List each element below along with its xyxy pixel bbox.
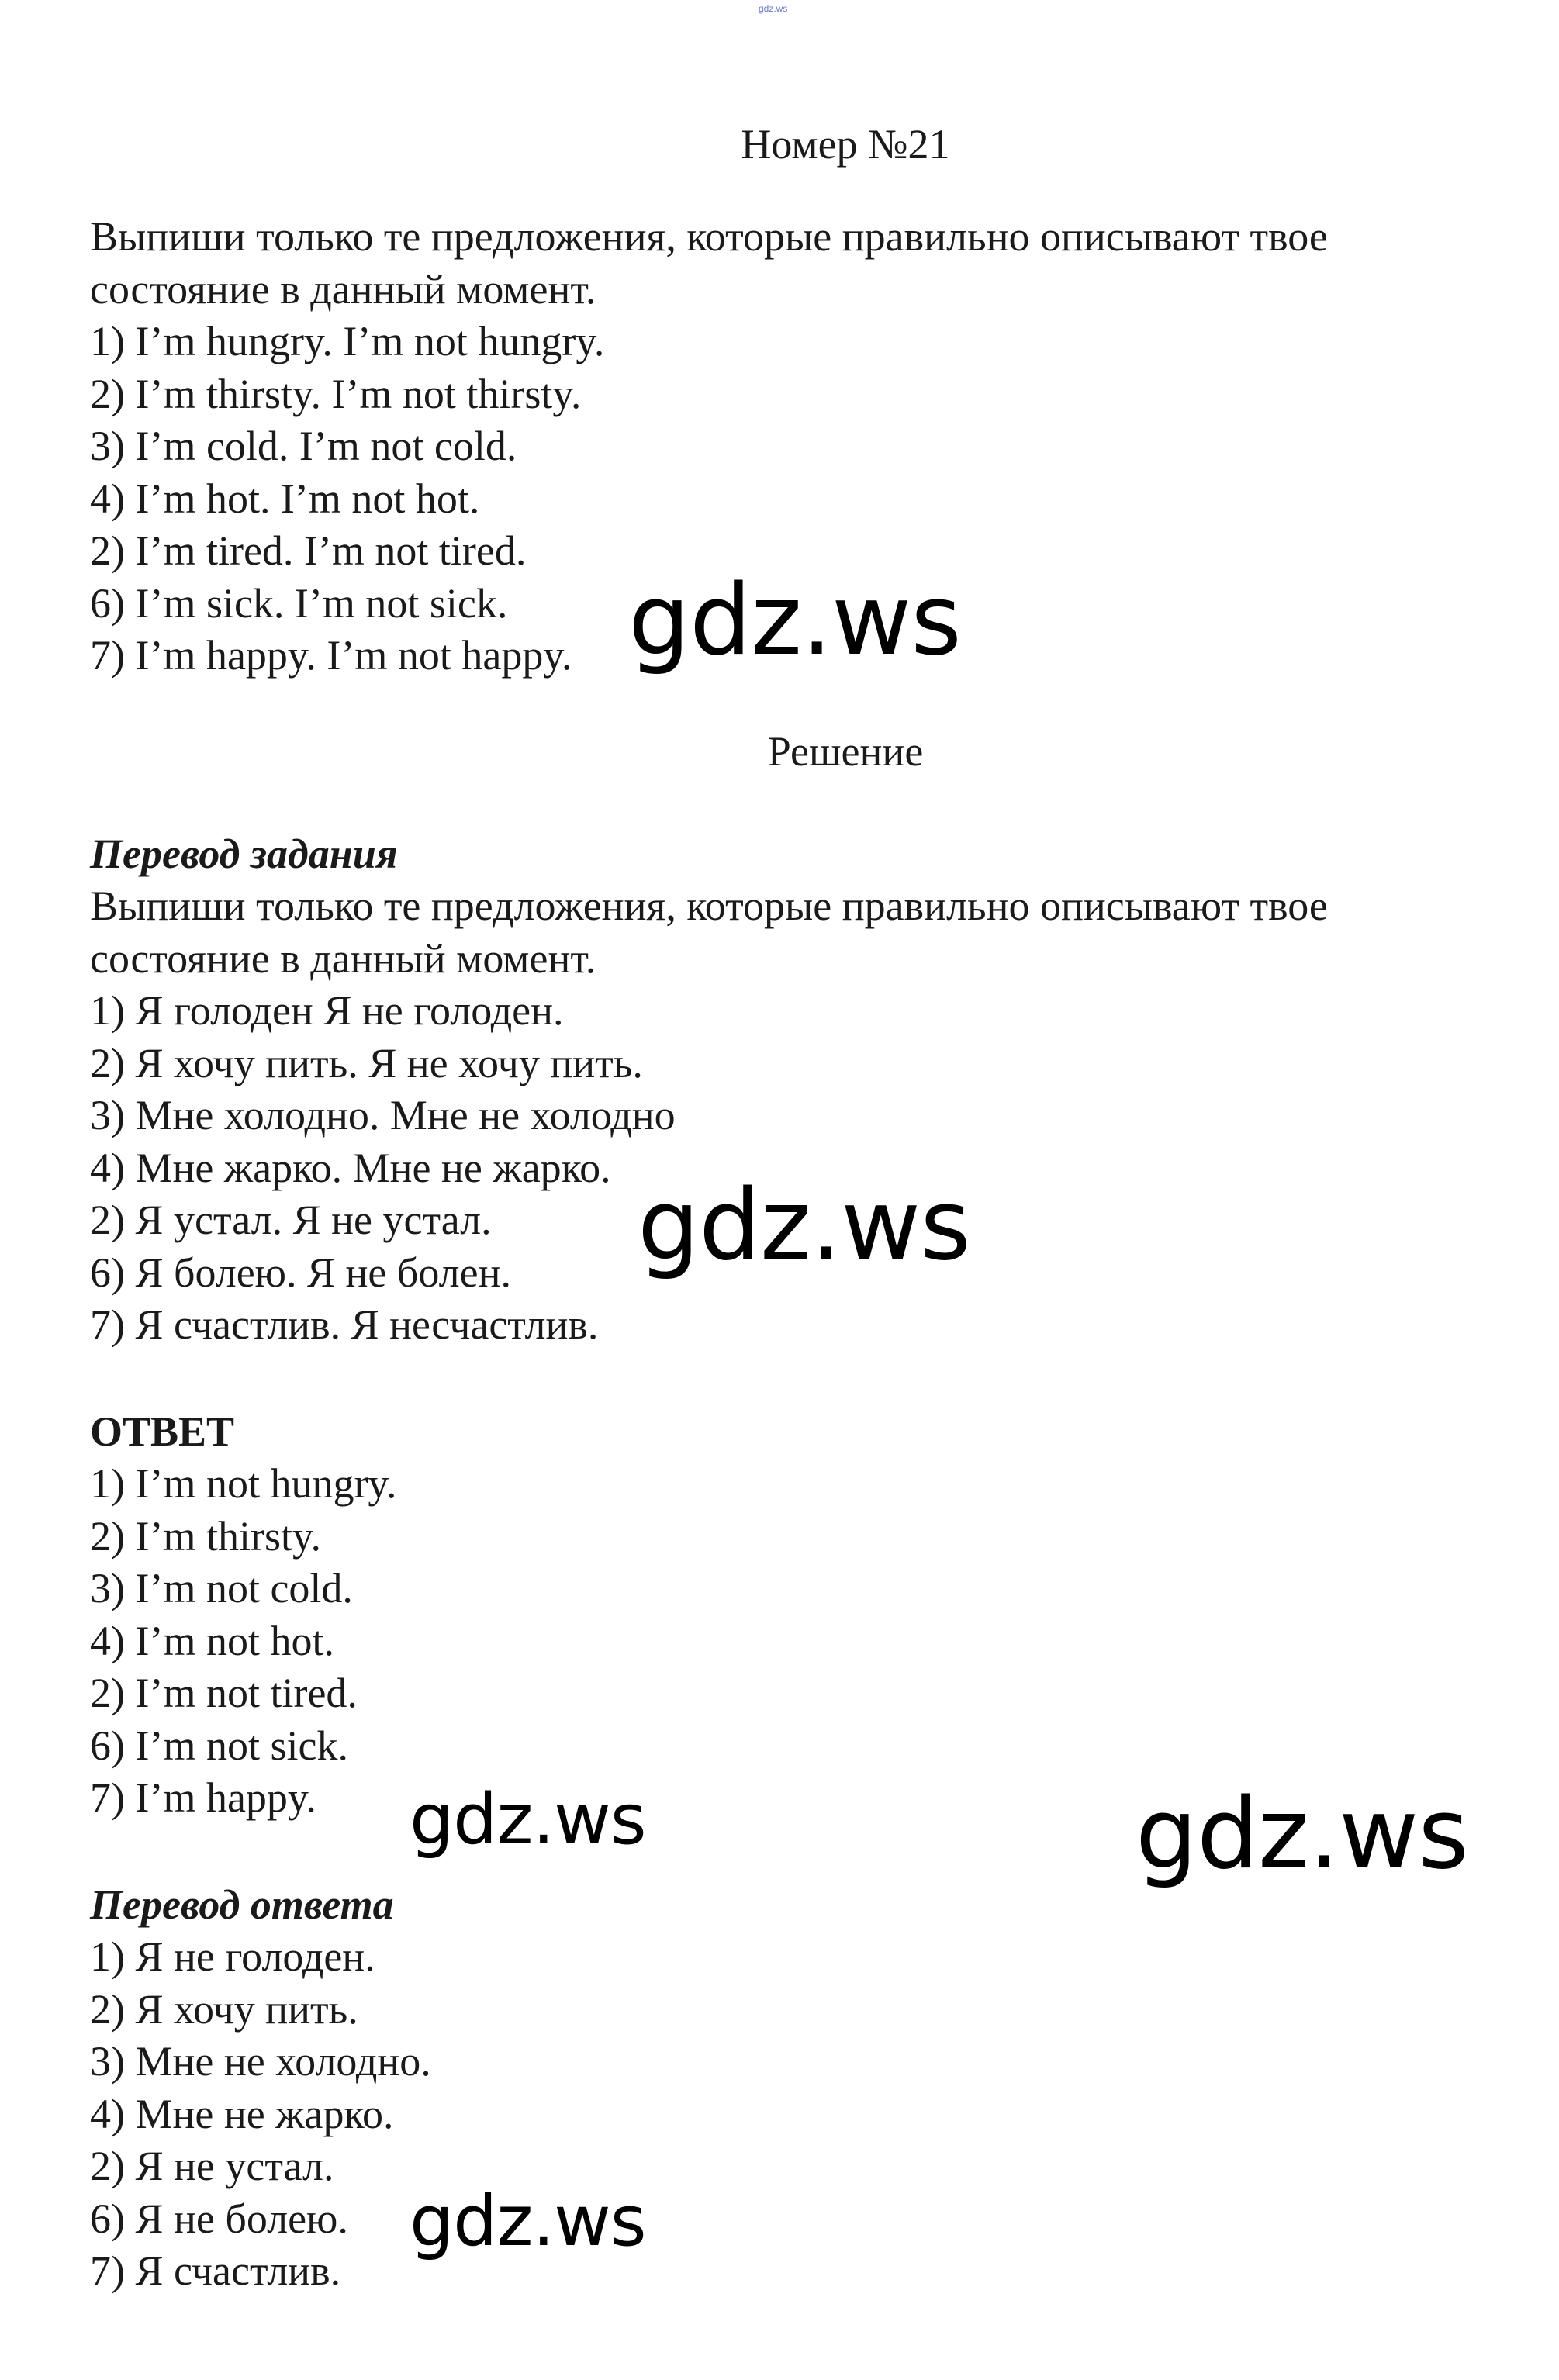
top-watermark: gdz.ws xyxy=(759,3,788,14)
list-item: 7) Я счастлив. xyxy=(90,2247,341,2294)
list-item: 2) I’m tired. I’m not tired. xyxy=(90,527,527,574)
task-list xyxy=(90,316,604,682)
task-translation-list xyxy=(90,985,676,1352)
list-item: 1) Я голоден Я не голоден. xyxy=(90,987,564,1034)
list-item: 7) I’m happy. xyxy=(90,1774,316,1821)
task-instruction: Выпиши только те предложения, которые правильно описывают твое состояние в данный момент. xyxy=(90,213,1328,313)
answer-list xyxy=(90,1458,396,1825)
list-item: 2) Я не устал. xyxy=(90,2143,334,2189)
list-item: 4) I’m not hot. xyxy=(90,1617,334,1664)
list-item: 2) I’m thirsty. I’m not thirsty. xyxy=(90,370,582,417)
solution-label: Решение xyxy=(767,728,924,775)
list-item: 4) Мне не жарко. xyxy=(90,2090,394,2137)
watermark: gdz.ws xyxy=(628,563,961,677)
list-item: 4) I’m hot. I’m not hot. xyxy=(90,475,480,522)
list-item: 1) I’m hungry. I’m not hungry. xyxy=(90,318,605,364)
list-item: 6) Я не болею. xyxy=(90,2195,348,2242)
list-item: 2) Я хочу пить. xyxy=(90,1985,358,2033)
list-item: 7) Я счастлив. Я несчастлив. xyxy=(90,1301,599,1348)
list-item: 7) I’m happy. I’m not happy. xyxy=(90,632,572,679)
answer-heading: ОТВЕТ xyxy=(90,1408,235,1455)
list-item: 3) Мне не холодно. xyxy=(90,2038,431,2085)
task-translation-heading: Перевод задания xyxy=(90,831,398,877)
list-item: 6) Я болею. Я не болен. xyxy=(90,1249,511,1296)
task-translation-instruction: Выпиши только те предложения, которые правильно описывают твое состояние в данный момент. xyxy=(90,883,1328,982)
list-item: 4) Мне жарко. Мне не жарко. xyxy=(90,1144,611,1191)
page-title: Номер №21 xyxy=(741,121,950,168)
list-item: 3) I’m not cold. xyxy=(90,1565,353,1611)
list-item: 2) I’m not tired. xyxy=(90,1670,358,1716)
watermark: gdz.ws xyxy=(410,1779,646,1860)
watermark: gdz.ws xyxy=(1136,1777,1468,1891)
list-item: 2) Я хочу пить. Я не хочу пить. xyxy=(90,1039,643,1086)
list-item: 2) Я устал. Я не устал. xyxy=(90,1197,492,1243)
list-item: 3) Мне холодно. Мне не холодно xyxy=(90,1092,676,1138)
list-item: 6) I’m sick. I’m not sick. xyxy=(90,579,508,627)
list-item: 3) I’m cold. I’m not cold. xyxy=(90,423,517,469)
answer-translation-heading: Перевод ответа xyxy=(90,1881,394,1928)
watermark: gdz.ws xyxy=(410,2181,646,2262)
list-item: 1) I’m not hungry. xyxy=(90,1460,397,1507)
list-item: 1) Я не голоден. xyxy=(90,1933,375,1980)
list-item: 2) I’m thirsty. xyxy=(90,1512,321,1560)
watermark: gdz.ws xyxy=(638,1168,970,1282)
answer-translation-list xyxy=(90,1931,431,2298)
list-item: 6) I’m not sick. xyxy=(90,1722,348,1769)
